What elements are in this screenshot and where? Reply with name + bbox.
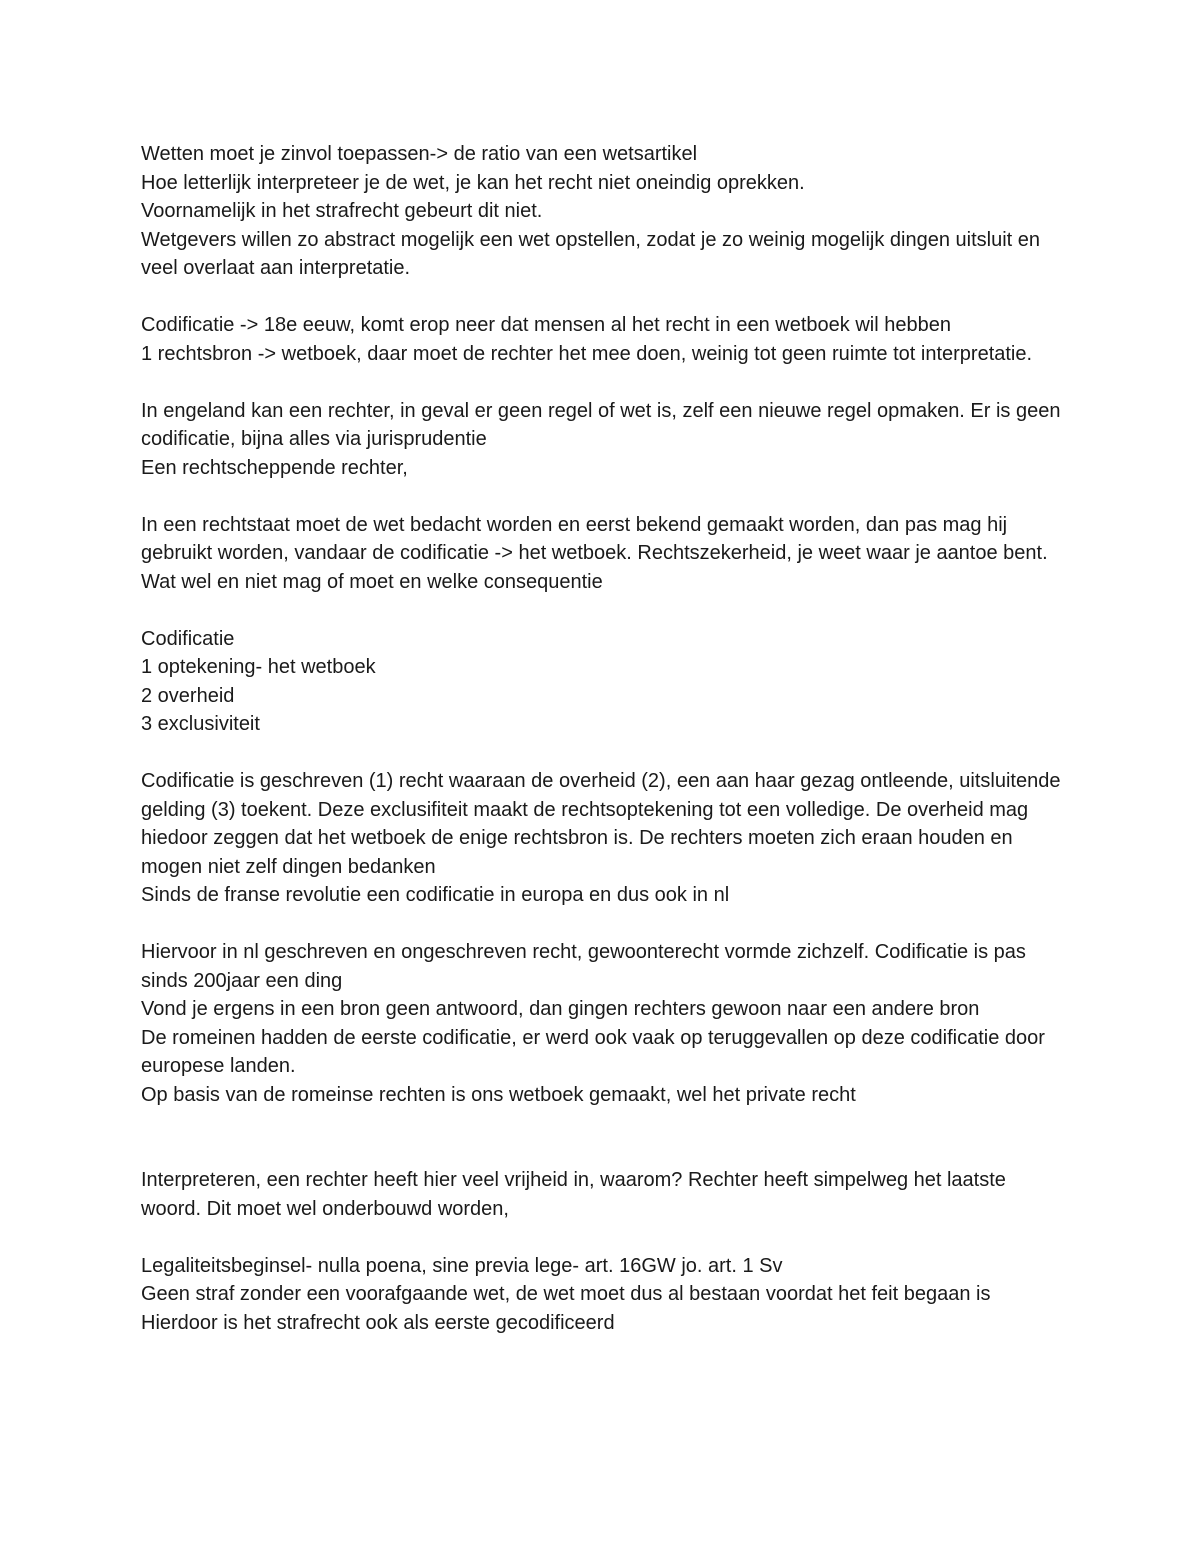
- text-line: De romeinen hadden de eerste codificatie, er werd ook vaak op teruggevallen op deze codificatie door europese landen.: [141, 1026, 1051, 1077]
- text-line: In een rechtstaat moet de wet bedacht worden en eerst bekend gemaakt worden, dan pas mag hij gebruikt worden, vandaar de codificatie -> het wetboek. Rechtszekerheid, je weet waar je aantoe bent. Wat wel en niet mag of moet en welke consequentie: [141, 513, 1054, 593]
- paragraph-engeland: [141, 397, 1071, 483]
- text-line: Codificatie -> 18e eeuw, komt erop neer dat mensen al het recht in een wetboek wil hebben: [141, 314, 951, 336]
- text-line: Interpreteren, een rechter heeft hier veel vrijheid in, waarom? Rechter heeft simpelweg het laatste woord. Dit moet wel onderbouwd worden,: [141, 1169, 1012, 1220]
- text-line: Geen straf zonder een voorafgaande wet, de wet moet dus al bestaan voordat het feit begaan is: [141, 1283, 991, 1305]
- text-line: Voornamelijk in het strafrecht gebeurt dit niet.: [141, 200, 543, 222]
- list-heading: Codificatie: [141, 627, 235, 650]
- text-line: In engeland kan een rechter, in geval er geen regel of wet is, zelf een nieuwe regel opmaken. Er is geen codificatie, bijna alles via jurisprudentie: [141, 399, 1067, 450]
- text-line: Een rechtscheppende rechter,: [141, 456, 408, 479]
- text-line: Wetgevers willen zo abstract mogelijk een wet opstellen, zodat je zo weinig mogelijk dingen uitsluit en veel overlaat aan interpretatie.: [141, 228, 1046, 279]
- paragraph-legaliteitsbeginsel: [141, 1252, 1071, 1338]
- paragraph-rechtstaat: [141, 511, 1071, 597]
- paragraph-codificatie-18e-eeuw: [141, 311, 1071, 368]
- text-line: Sinds de franse revolutie een codificatie in europa en dus ook in nl: [141, 884, 730, 906]
- list-item: 2 overheid: [141, 684, 235, 707]
- paragraph-ratio: [141, 140, 1071, 283]
- text-line: Hoe letterlijk interpreteer je de wet, je kan het recht niet oneindig oprekken.: [141, 171, 805, 194]
- list-item: 3 exclusiviteit: [141, 713, 260, 735]
- text-line: Hiervoor in nl geschreven en ongeschreven recht, gewoonterecht vormde zichzelf. Codificatie is pas sinds 200jaar een ding: [141, 941, 1032, 992]
- paragraph-interpreteren: [141, 1166, 1071, 1223]
- paragraph-codificatie-list: [141, 625, 1071, 739]
- text-line: 1 rechtsbron -> wetboek, daar moet de rechter het mee doen, weinig tot geen ruimte tot interpretatie.: [141, 342, 1033, 365]
- text-line: Hierdoor is het strafrecht ook als eerste gecodificeerd: [141, 1311, 615, 1334]
- text-line: Wetten moet je zinvol toepassen-> de ratio van een wetsartikel: [141, 143, 698, 165]
- document-body: [141, 140, 1071, 1366]
- text-line: Op basis van de romeinse rechten is ons wetboek gemaakt, wel het private recht: [141, 1083, 856, 1106]
- text-line: Codificatie is geschreven (1) recht waaraan de overheid (2), een aan haar gezag ontleende, uitsluitende gelding (3) toekent. Deze exclusifiteit maakt de rechtsoptekening tot een volledige. De overheid mag hiedoor zeggen dat het wetboek de enige rechtsbron is. De rechters moeten zich eraan houden en mogen niet zelf dingen bedanken: [141, 770, 1067, 878]
- text-line: Vond je ergens in een bron geen antwoord, dan gingen rechters gewoon naar een andere bron: [141, 998, 980, 1020]
- paragraph-hiervoor-in-nl: [141, 938, 1071, 1109]
- text-line: Legaliteitsbeginsel- nulla poena, sine previa lege- art. 16GW jo. art. 1 Sv: [141, 1254, 783, 1277]
- paragraph-codificatie-definitie: [141, 767, 1071, 910]
- blank-spacer: [141, 1138, 1071, 1167]
- list-item: 1 optekening- het wetboek: [141, 656, 376, 678]
